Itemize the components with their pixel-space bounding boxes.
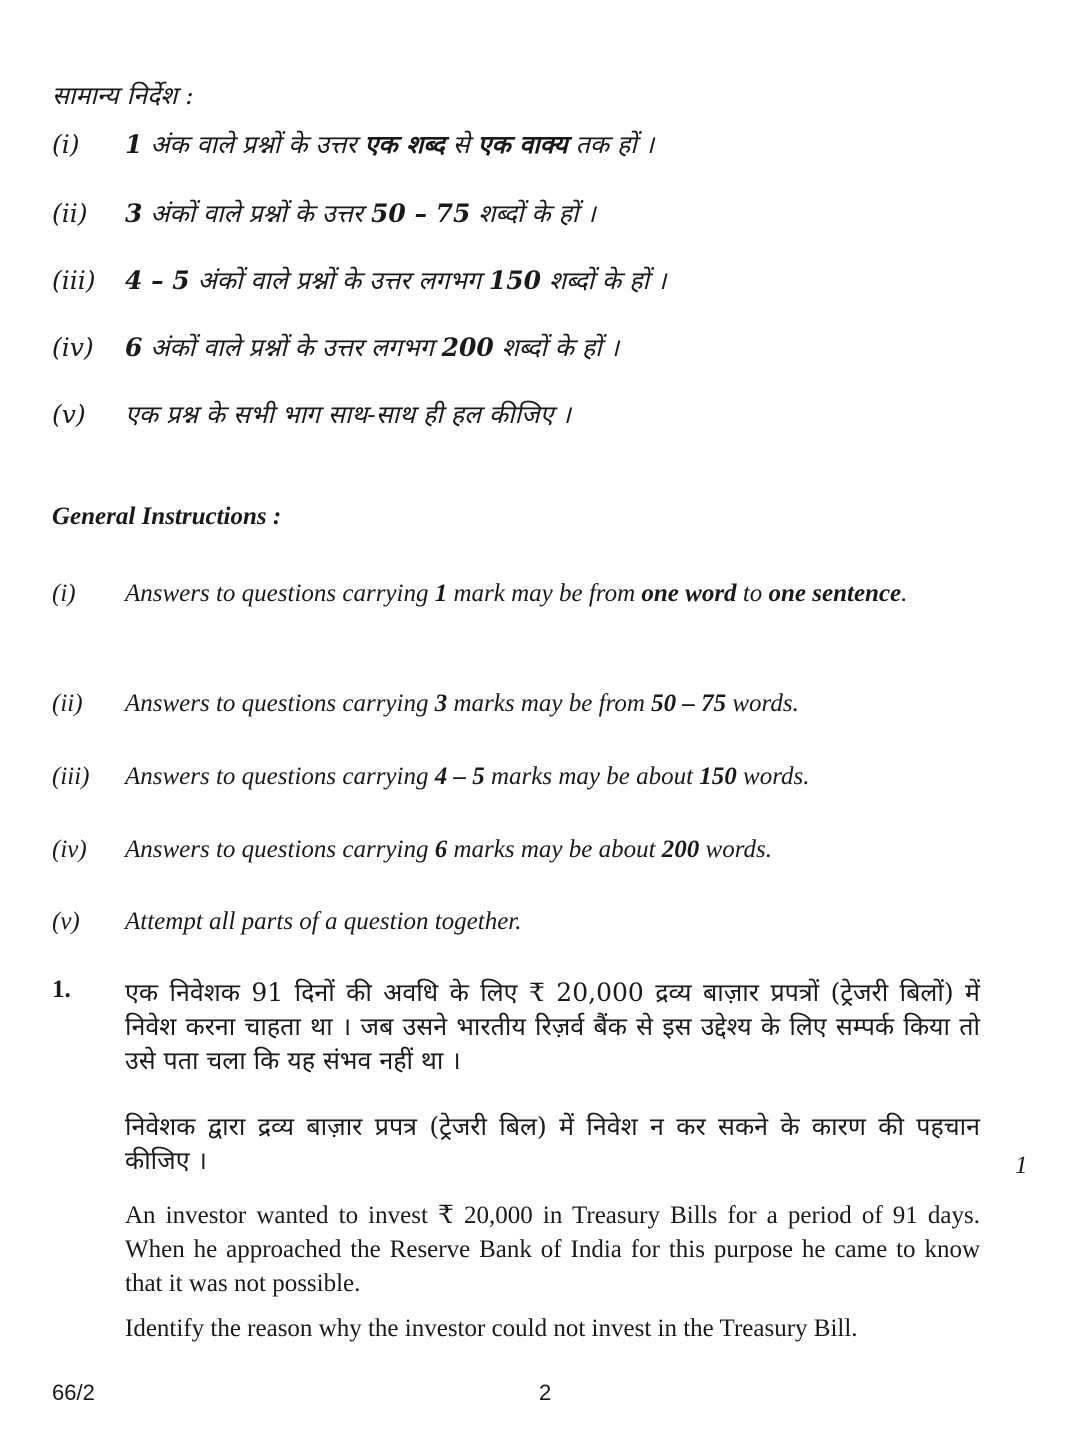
bold-text: 1 <box>125 130 143 159</box>
instruction-text <box>125 575 982 613</box>
english-instruction-1 <box>52 575 982 613</box>
text-run: तक हों । <box>567 130 655 159</box>
text-run: अंकों वाले प्रश्नों के उत्तर <box>142 199 371 228</box>
instruction-number: (iv) <box>52 333 94 362</box>
bold-text: 200 <box>661 836 700 863</box>
text-run: अंकों वाले प्रश्नों के उत्तर लगभग <box>189 266 489 295</box>
question-english-prompt: Identify the reason why the investor could not invest in the Treasury Bill. <box>125 1315 858 1342</box>
instruction-number: (v) <box>52 400 86 429</box>
hindi-instruction-3 <box>52 262 982 300</box>
hindi-instructions-heading: सामान्य निर्देश : <box>52 81 194 110</box>
bold-text: 50 – 75 <box>370 199 471 228</box>
paper-code: 66/2 <box>52 1380 95 1405</box>
text-run: शब्दों के हों । <box>470 199 596 228</box>
text-run: एक प्रश्न के सभी भाग साथ-साथ ही हल कीजिए । <box>125 400 571 429</box>
instruction-number: (iii) <box>52 266 96 295</box>
question-number: 1. <box>52 976 71 1003</box>
bold-text: one sentence <box>768 580 902 607</box>
bold-text: 4 – 5 <box>125 266 190 295</box>
instruction-number: (ii) <box>52 690 83 717</box>
instruction-text <box>125 396 982 434</box>
question-hindi-prompt: निवेशक द्वारा द्रव्य बाज़ार प्रपत्र (ट्रेजरी बिल) में निवेश न कर सकने के कारण की पहचान कीजिए । <box>125 1112 980 1175</box>
text-run: to <box>736 580 769 607</box>
question-hindi-context: एक निवेशक 91 दिनों की अवधि के लिए ₹ 20,000 द्रव्य बाज़ार प्रपत्रों (ट्रेजरी बिलों) में निवेश करना चाहता था । जब उसने भारतीय रिज़र्व बैंक से इस उद्देश्य के लिए सम्पर्क किया तो उसे पता चला कि यह संभव नहीं था । <box>125 978 980 1075</box>
text-run: से <box>444 130 478 159</box>
instruction-text <box>125 262 982 300</box>
text-run: Answers to questions carrying <box>125 836 435 863</box>
text-run: words. <box>726 690 799 717</box>
bold-text: 1 <box>434 580 448 607</box>
hindi-instruction-2 <box>52 195 982 233</box>
bold-text: 4 – 5 <box>434 763 485 790</box>
instruction-number: (ii) <box>52 199 88 228</box>
bold-text: 50 – 75 <box>651 690 727 717</box>
text-run: अंकों वाले प्रश्नों के उत्तर लगभग <box>142 333 442 362</box>
text-run: Answers to questions carrying <box>125 763 435 790</box>
instruction-text <box>125 685 982 723</box>
text-run: शब्दों के हों । <box>493 333 620 362</box>
text-run: . <box>901 580 908 607</box>
text-run: marks may be about <box>484 763 700 790</box>
text-run: marks may be from <box>447 690 652 717</box>
bold-text: 150 <box>488 266 542 295</box>
bold-text: एक वाक्य <box>477 130 568 159</box>
bold-text: 3 <box>125 199 143 228</box>
english-instruction-5 <box>52 903 982 941</box>
instruction-text <box>125 903 982 941</box>
question-marks: 1 <box>1015 1152 1028 1179</box>
english-instruction-3 <box>52 758 982 796</box>
text-run: Answers to questions carrying <box>125 580 435 607</box>
bold-text: one word <box>641 580 737 607</box>
bold-text: 150 <box>699 763 737 790</box>
text-run: अंक वाले प्रश्नों के उत्तर <box>142 130 365 159</box>
text-run: शब्दों के हों । <box>541 266 667 295</box>
instruction-text <box>125 329 982 367</box>
instruction-number: (iii) <box>52 763 90 790</box>
instruction-number: (i) <box>52 580 76 607</box>
english-instruction-2 <box>52 685 982 723</box>
text-run: marks may be about <box>447 836 662 863</box>
instruction-number: (v) <box>52 908 80 935</box>
instruction-text <box>125 831 982 869</box>
text-run: mark may be from <box>447 580 642 607</box>
text-run: words. <box>699 836 772 863</box>
instruction-number: (i) <box>52 130 80 159</box>
english-instruction-4 <box>52 831 982 869</box>
bold-text: 6 <box>125 333 143 362</box>
bold-text: 3 <box>434 690 448 717</box>
instruction-text <box>125 758 982 796</box>
text-run: Attempt all parts of a question together. <box>125 908 522 935</box>
text-run: Answers to questions carrying <box>125 690 435 717</box>
page-number: 2 <box>539 1380 552 1405</box>
text-run: words. <box>736 763 810 790</box>
hindi-instruction-5 <box>52 396 982 434</box>
bold-text: 200 <box>441 333 494 362</box>
instruction-text <box>125 126 982 164</box>
question-english-context: An investor wanted to invest ₹ 20,000 in Treasury Bills for a period of 91 days. When he approached the Reserve Bank of India for this purpose he came to know that it was not possible. <box>125 1202 980 1297</box>
bold-text: एक शब्द <box>364 130 445 159</box>
english-instructions-heading: General Instructions : <box>52 503 282 530</box>
hindi-instruction-4 <box>52 329 982 367</box>
instruction-text <box>125 195 982 233</box>
hindi-instruction-1 <box>52 126 982 164</box>
bold-text: 6 <box>434 836 448 863</box>
instruction-number: (iv) <box>52 836 87 863</box>
